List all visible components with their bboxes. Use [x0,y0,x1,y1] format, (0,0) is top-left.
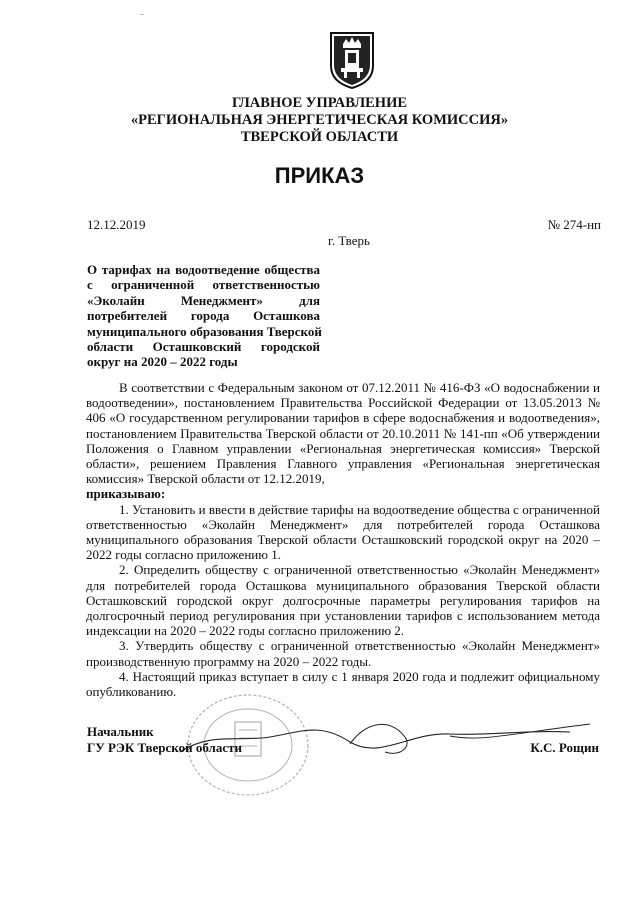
order-item-4: 4. Настоящий приказ вступает в силу с 1 января 2020 года и подлежит официальному опубликованию. [86,668,600,700]
signatory-name: К.С. Рощин [530,740,599,755]
order-word: приказываю: [86,486,166,502]
document-type-title: ПРИКАЗ [274,163,365,188]
scan-speck: .. [140,8,144,17]
subject-line: области Осташковский городской [87,338,320,354]
subject-line: муниципального образования Тверской [87,323,322,339]
subject-line: «Эколайн Менеджмент» для [87,292,320,308]
agency-name-line2: «РЕГИОНАЛЬНАЯ ЭНЕРГЕТИЧЕСКАЯ КОМИССИЯ» [130,112,509,128]
order-subject [87,262,320,370]
document-date: 12.12.2019 [87,217,146,232]
agency-name-line3: ТВЕРСКОЙ ОБЛАСТИ [240,129,399,145]
order-item-3: 3. Утвердить обществу с ограниченной ответственностью «Эколайн Менеджмент» производственную программу на 2020 – 2022 годы. [86,638,600,669]
coat-of-arms-emblem [327,30,377,90]
order-body [86,380,600,699]
preamble-paragraph: В соответствии с Федеральным законом от 07.12.2011 № 416-ФЗ «О водоснабжении и водоотведении», постановлением Правительства Российской Федерации от 13.05.2013 № 406 «О государственном регулировании тарифов в сфере водоснабжения и водоотведения», постановлением Правительства Тверской области от 20.10.2011 № 141-пп «Об утверждении Положения о Главном управлении «Региональная энергетическая комиссия» Тверской области», решением Правления Главного управления «Региональная энергетическая комиссия» Тверской области от 12.12.2019, [86,380,600,487]
order-item-2: 2. Определить обществу с ограниченной ответственностью «Эколайн Менеджмент» для потребителей города Осташкова муниципального образования Тверской области Осташковский городской округ долгосрочные параметры регулирования тарифов на долгосрочный период регулирования при установлении тарифов с использованием метода индексации на 2020 – 2022 годы согласно приложению 2. [86,562,600,639]
subject-line: с ограниченной ответственностью [87,277,320,293]
signatory-position-line1: Начальник [87,724,154,739]
subject-line: округ на 2020 – 2022 годы [87,354,238,370]
document-city: г. Тверь [328,233,370,248]
signatory-position-line2: ГУ РЭК Тверской области [87,740,242,755]
agency-name-line1: ГЛАВНОЕ УПРАВЛЕНИЕ [231,95,408,111]
document-number: № 274-нп [547,217,601,232]
order-item-1: 1. Установить и ввести в действие тарифы на водоотведение общества с ограниченной ответственностью «Эколайн Менеджмент» для потребителей города Осташкова муниципального образования Тверской области Осташковский городской округ на 2020 – 2022 годы согласно приложению 1. [86,501,600,563]
subject-line: О тарифах на водоотведение общества [87,262,320,277]
subject-line: потребителей города Осташкова [87,308,320,324]
